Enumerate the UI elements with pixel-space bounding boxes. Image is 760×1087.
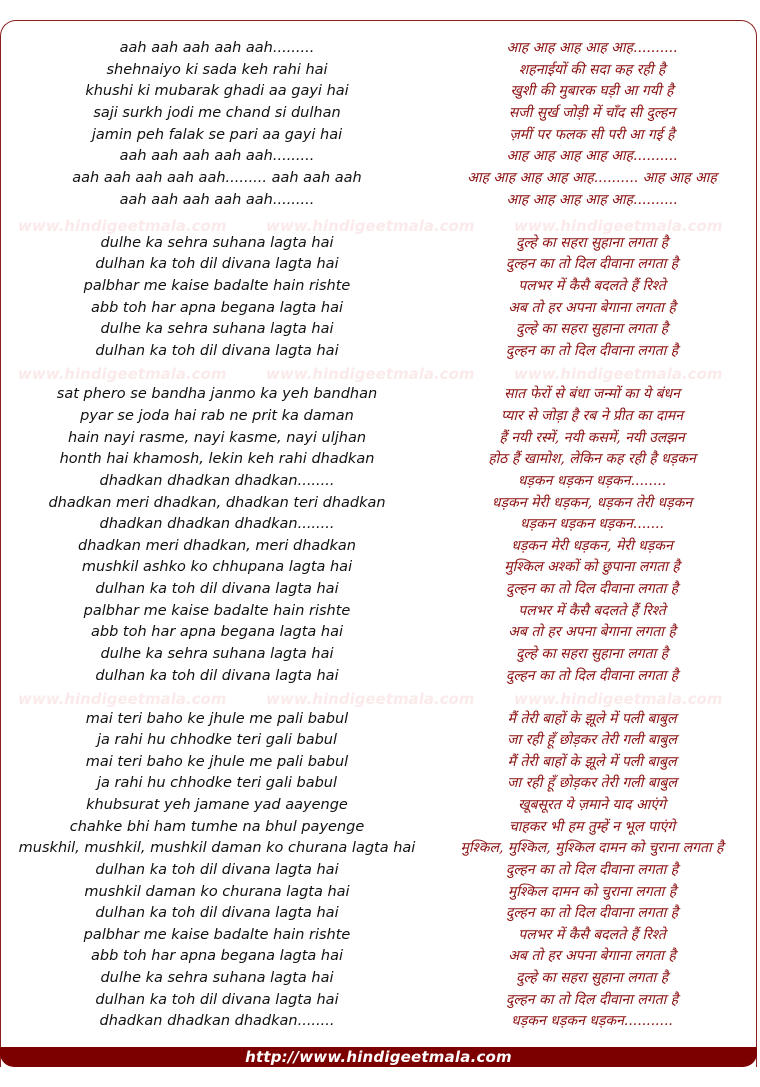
lyric-line: दुल्हन का तो दिल दीवाना लगता है [505,343,679,359]
lyric-line: ज़मीं पर फलक सी परी आ गई है [509,127,675,143]
watermark-text: www.hindigeetmala.com [266,217,475,235]
lyric-line: मुश्किल अश्कों को छुपाना लगता है [504,559,680,575]
lyric-line: होठ हैं खामोश, लेकिन कह रही है धड़कन [488,451,696,467]
lyric-line: जा रही हूँ छोड़कर तेरी गली बाबुल [507,732,677,748]
lyric-line: प्यार से जोड़ा है रब ने प्रीत का दामन [501,408,683,424]
lyric-line: abb toh har apna begana lagta hai [91,624,343,640]
lyric-line: dulhan ka toh dil divana lagta hai [95,581,339,597]
lyric-line: धड़कन मेरी धड़कन, धड़कन तेरी धड़कन [491,495,693,511]
lyric-line: दुल्हन का तो दिल दीवाना लगता है [505,992,679,1008]
lyric-line: दुल्हन का तो दिल दीवाना लगता है [505,862,679,878]
lyric-line: ja rahi hu chhodke teri gali babul [96,732,337,748]
lyric-line: मैं तेरी बाहों के झूले में पली बाबुल [507,711,677,727]
watermark-text: www.hindigeetmala.com [18,690,227,708]
lyric-line: आह आह आह आह आह.......... [506,192,678,208]
lyric-line: पलभर में कैसै बदलते हैं रिश्ते [518,927,666,943]
lyric-line: धड़कन धड़कन धड़कन....... [520,516,664,532]
lyric-line: pyar se joda hai rab ne prit ka daman [80,408,354,424]
lyric-line: dulhan ka toh dil divana lagta hai [95,343,339,359]
lyric-line: chahke bhi ham tumhe na bhul payenge [69,819,365,835]
lyric-line: दुल्हे का सहरा सुहाना लगता है [515,970,669,986]
lyric-line: palbhar me kaise badalte hain rishte [83,603,351,619]
lyric-line: aah aah aah aah aah......... [119,40,315,56]
lyric-line: दुल्हे का सहरा सुहाना लगता है [515,321,669,337]
lyric-line: आह आह आह आह आह.......... आह आह आह [467,170,717,186]
lyric-line: पलभर में कैसै बदलते हैं रिश्ते [518,278,666,294]
lyric-line: आह आह आह आह आह.......... [506,40,678,56]
lyric-line: dhadkan dhadkan dhadkan........ [99,516,335,532]
lyric-line: खुशी की मुबारक घड़ी आ गयी है [510,83,674,99]
watermark-row [18,689,758,709]
lyric-line: khubsurat yeh jamane yad aayenge [86,797,348,813]
lyric-line: अब तो हर अपना बेगाना लगता है [508,948,676,964]
watermark-text: www.hindigeetmala.com [18,217,227,235]
watermark-text: www.hindigeetmala.com [514,690,723,708]
lyric-line: dhadkan dhadkan dhadkan........ [99,1013,335,1029]
lyric-line: सात फेरों से बंधा जन्मों का ये बंधन [504,386,680,402]
lyric-line: ja rahi hu chhodke teri gali babul [96,775,337,791]
lyric-line: चाहकर भी हम तुम्हें न भूल पाएंगे [508,819,676,835]
lyric-line: आह आह आह आह आह.......... [506,148,678,164]
lyric-line: जा रही हूँ छोड़कर तेरी गली बाबुल [507,775,677,791]
watermark-text: www.hindigeetmala.com [18,365,227,383]
watermark-text: www.hindigeetmala.com [266,690,475,708]
lyric-line: दुल्हन का तो दिल दीवाना लगता है [505,905,679,921]
lyric-line: हैं नयी रस्में, नयी कसमें, नयी उलझन [499,430,685,446]
lyric-line: aah aah aah aah aah......... [119,148,315,164]
footer-bar [0,1047,757,1067]
lyric-line: पलभर में कैसै बदलते हैं रिश्ते [518,603,666,619]
lyric-line: sat phero se bandha janmo ka yeh bandhan [56,386,378,402]
lyric-line: शहनाईयों की सदा कह रही है [518,62,666,78]
lyric-line: dulhan ka toh dil divana lagta hai [95,256,339,272]
lyric-line: दुल्हन का तो दिल दीवाना लगता है [505,256,679,272]
lyric-line: khushi ki mubarak ghadi aa gayi hai [85,83,349,99]
lyric-line: दुल्हे का सहरा सुहाना लगता है [515,235,669,251]
lyric-line: muskhil, mushkil, mushkil daman ko churana lagta hai [18,840,416,856]
lyric-line: धड़कन मेरी धड़कन, मेरी धड़कन [511,538,673,554]
lyric-line: दुल्हन का तो दिल दीवाना लगता है [505,581,679,597]
lyric-line: shehnaiyo ki sada keh rahi hai [106,62,328,78]
lyric-line: dulhe ka sehra suhana lagta hai [100,235,334,251]
lyric-line: saji surkh jodi me chand si dulhan [93,105,341,121]
watermark-text: www.hindigeetmala.com [266,365,475,383]
lyric-line: दुल्हन का तो दिल दीवाना लगता है [505,668,679,684]
lyric-line: dhadkan meri dhadkan, meri dhadkan [78,538,356,554]
watermark-row [18,364,758,384]
lyric-line: dulhan ka toh dil divana lagta hai [95,862,339,878]
lyric-line: honth hai khamosh, lekin keh rahi dhadkan [59,451,375,467]
lyric-line: dulhe ka sehra suhana lagta hai [100,646,334,662]
lyric-line: खूबसूरत ये ज़माने याद आएंगे [518,797,666,813]
footer-url-link[interactable]: http://www.hindigeetmala.com [245,1048,512,1066]
lyric-line: मुश्किल दामन को चुराना लगता है [507,884,677,900]
lyric-line: jamin peh falak se pari aa gayi hai [91,127,343,143]
lyric-line: dulhe ka sehra suhana lagta hai [100,970,334,986]
lyric-line: aah aah aah aah aah......... [119,192,315,208]
lyric-line: aah aah aah aah aah......... aah aah aah [72,170,362,186]
lyric-line: dhadkan dhadkan dhadkan........ [99,473,335,489]
lyric-line: palbhar me kaise badalte hain rishte [83,927,351,943]
lyric-line: mushkil daman ko churana lagta hai [84,884,350,900]
lyric-line: सजी सुर्ख जोड़ी में चाँद सी दुल्हन [508,105,676,121]
lyric-line: hain nayi rasme, nayi kasme, nayi uljhan [67,430,367,446]
lyric-line: abb toh har apna begana lagta hai [91,300,343,316]
lyric-line: धड़कन धड़कन धड़कन........ [517,473,667,489]
lyric-line: धड़कन धड़कन धड़कन........... [511,1013,673,1029]
lyric-line: दुल्हे का सहरा सुहाना लगता है [515,646,669,662]
lyric-line: dulhan ka toh dil divana lagta hai [95,905,339,921]
lyric-line: अब तो हर अपना बेगाना लगता है [508,624,676,640]
lyric-line: palbhar me kaise badalte hain rishte [83,278,351,294]
lyric-line: dulhan ka toh dil divana lagta hai [95,992,339,1008]
watermark-text: www.hindigeetmala.com [514,217,723,235]
lyric-line: mushkil ashko ko chhupana lagta hai [81,559,353,575]
lyric-line: dulhan ka toh dil divana lagta hai [95,668,339,684]
lyric-line: abb toh har apna begana lagta hai [91,948,343,964]
watermark-text: www.hindigeetmala.com [514,365,723,383]
lyric-line: मुश्किल, मुश्किल, मुश्किल दामन को चुराना लगता है [460,840,724,856]
lyric-line: mai teri baho ke jhule me pali babul [85,711,349,727]
lyric-line: मैं तेरी बाहों के झूले में पली बाबुल [507,754,677,770]
lyric-line: dulhe ka sehra suhana lagta hai [100,321,334,337]
lyric-line: dhadkan meri dhadkan, dhadkan teri dhadkan [48,495,386,511]
lyric-line: अब तो हर अपना बेगाना लगता है [508,300,676,316]
lyric-line: mai teri baho ke jhule me pali babul [85,754,349,770]
